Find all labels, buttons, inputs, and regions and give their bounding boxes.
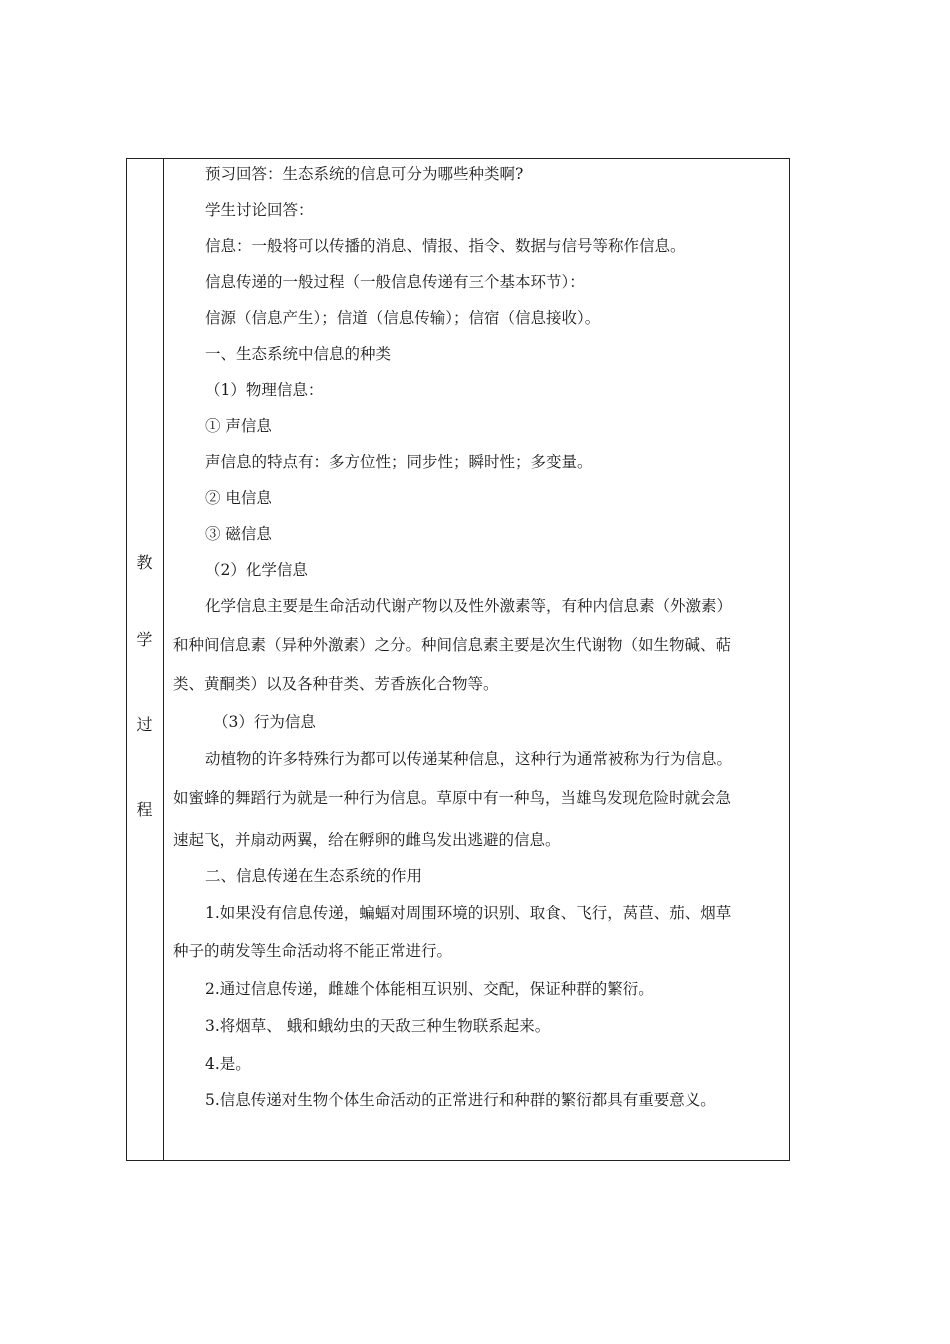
- subsection-heading: （3）行为信息: [213, 713, 316, 731]
- text-line: 2.通过信息传递，雌雄个体能相互识别、交配，保证种群的繁衍。: [205, 980, 654, 998]
- text-line: 信源（信息产生）；信道（信息传输）；信宿（信息接收）。: [205, 309, 601, 327]
- text-line: 5.信息传递对生物个体生命活动的正常进行和种群的繁衍都具有重要意义。: [205, 1091, 716, 1109]
- text-line: 信息传递的一般过程（一般信息传递有三个基本环节）：: [205, 273, 585, 291]
- text-line: 声信息的特点有：多方位性；同步性；瞬时性；多变量。: [205, 453, 593, 471]
- text-line: 3.将烟草、 蛾和蛾幼虫的天敌三种生物联系起来。: [205, 1017, 551, 1035]
- side-label-char: 学: [136, 630, 153, 649]
- section-heading: 一、生态系统中信息的种类: [205, 345, 392, 363]
- content-cell: [163, 158, 789, 1158]
- subsection-heading: （2）化学信息: [205, 561, 308, 579]
- text-line: ① 声信息: [205, 417, 272, 435]
- text-line: 1.如果没有信息传递，蝙蝠对周围环境的识别、取食、飞行，莴苣、茄、烟草: [205, 904, 732, 922]
- text-line: 动植物的许多特殊行为都可以传递某种信息，这种行为通常被称为行为信息。: [205, 750, 733, 768]
- text-line: 化学信息主要是生命活动代谢产物以及性外激素等，有种内信息素（外激素）: [205, 597, 733, 615]
- text-line: ② 电信息: [205, 489, 272, 507]
- text-line: 学生讨论回答：: [205, 201, 314, 219]
- text-line: 种子的萌发等生命活动将不能正常进行。: [173, 942, 453, 960]
- text-line: 速起飞，并扇动两翼，给在孵卵的雌鸟发出逃避的信息。: [173, 831, 561, 849]
- side-label-char: 过: [136, 715, 153, 734]
- side-label-char: 教: [136, 553, 153, 572]
- text-line: ③ 磁信息: [205, 525, 272, 543]
- side-label-char: 程: [136, 800, 153, 819]
- text-line: 如蜜蜂的舞蹈行为就是一种行为信息。草原中有一种鸟，当雄鸟发现危险时就会急: [173, 789, 732, 807]
- text-line: 预习回答：生态系统的信息可分为哪些种类啊?: [205, 165, 524, 183]
- text-line: 4.是。: [205, 1055, 251, 1073]
- subsection-heading: （1）物理信息：: [205, 381, 324, 399]
- text-line: 和种间信息素（异种外激素）之分。种间信息素主要是次生代谢物（如生物碱、萜: [173, 636, 732, 654]
- section-heading: 二、信息传递在生态系统的作用: [205, 867, 423, 885]
- text-line: 信息：一般将可以传播的消息、情报、指令、数据与信号等称作信息。: [205, 237, 686, 255]
- text-line: 类、黄酮类）以及各种苷类、芳香族化合物等。: [173, 675, 499, 693]
